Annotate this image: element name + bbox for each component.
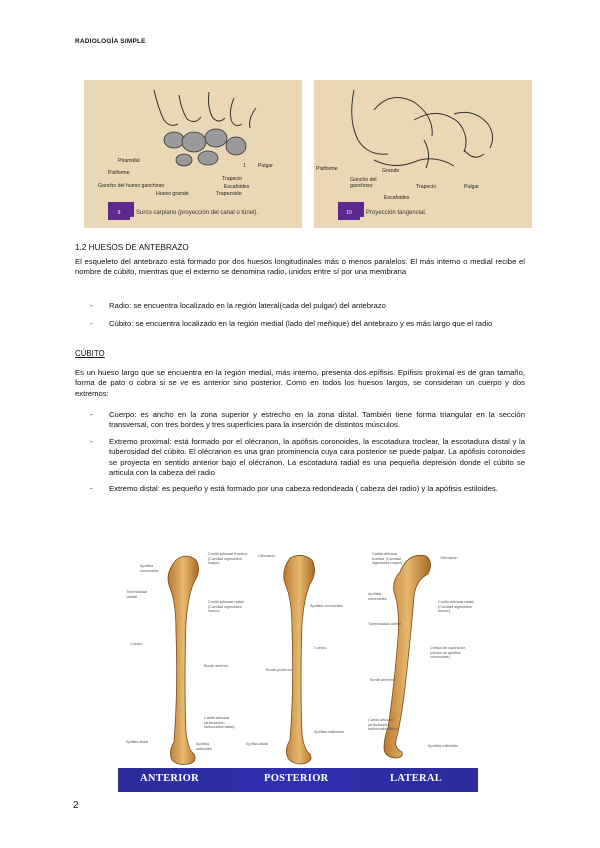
ant-label-radial: Carilla articular radial (Cavidad sigmoidea menor): [208, 600, 244, 614]
post-label-cuerpo: Cuerpo: [314, 646, 327, 650]
list-item: - Cúbito: se encuentra localizado en la región medial (lado del meñique) del antebrazo y es más largo que el radio: [90, 319, 493, 329]
section-title: 1.2 HUESOS DE ANTEBRAZO: [75, 243, 189, 252]
label-pisiforme-2: Pisiforme: [316, 166, 338, 172]
label-1: 1: [243, 163, 246, 169]
label-pulgar-2: Pulgar: [464, 184, 479, 190]
fig2-caption-text: Proyección tangencial.: [366, 210, 427, 216]
post-label-coronoides: Apófisis coronoides: [310, 604, 343, 608]
ant-label-epifisis: Epífisis distal: [126, 740, 149, 744]
view-posterior: POSTERIOR: [264, 773, 329, 784]
list-item-text: Cúbito: se encuentra localizado en la región medial (lado del meñique) del antebrazo y es más largo que el radio: [109, 319, 493, 329]
fig1-caption: [108, 206, 258, 220]
view-anterior: ANTERIOR: [140, 773, 199, 784]
label-grande: Grande: [382, 168, 400, 174]
lat-label-coronoides: Apófisis coronoides: [368, 592, 387, 601]
label-hueso-grande: Hueso grande: [156, 191, 189, 197]
ulna-anterior: [168, 556, 199, 765]
label-escafoides-2: Escafoides: [384, 195, 410, 201]
label-pulgar: Pulgar: [258, 163, 273, 169]
tangential-figure: [314, 80, 532, 228]
label-gancho-ganchoso: Gancho del ganchoso: [350, 177, 377, 189]
fig2-caption-number: 10: [338, 206, 360, 220]
label-trapecio: Trapecio: [222, 176, 242, 182]
lat-label-troclear: Carilla articular troclear (Cavidad sigmoidea mayor): [372, 552, 403, 566]
cubito-paragraph: Es un hueso largo que se encuentra en la región medial, más interno, presenta dos epífisis. Epífisis proximal es de gran tamaño, forma de pato o cobra si se ve es anterior sino posterior. Como en todos los huesos largos, se consideran un cuerpo y dos extremos:: [75, 368, 525, 398]
lat-label-cresta: Cresta del supinador (cresta de apófisis coronoides): [430, 646, 466, 660]
label-escafoides: Escafoides: [224, 184, 250, 190]
running-header: RADIOLOGÍA SIMPLE: [75, 38, 146, 45]
bones-list: [75, 301, 525, 334]
list-item: - Cuerpo: es ancho en la zona superior y estrecho en la zona distal. También tiene forma triangular en la sección transversal, con tres bordes y tres superficies para la inserción de distintos músculos.: [90, 410, 525, 430]
parts-list: [75, 410, 525, 499]
cubito-title: CÚBITO: [75, 349, 105, 358]
ant-label-tuberosidad: Tuberosidad cubital: [126, 590, 147, 599]
label-trapecio-2: Trapecio: [416, 184, 436, 190]
ulna-views-figure: [118, 546, 478, 792]
ant-label-borde-anterior: Borde anterior: [204, 664, 229, 668]
label-trapezoide: Trapezoide: [216, 191, 242, 197]
list-item: - Extremo distal: es pequeño y está formado por una cabeza redondeada ( cabeza del radio) y la apófisis estiloides.: [90, 484, 498, 494]
lat-label-tuberosidad: Tuberosidad cubital: [368, 622, 401, 626]
list-item: - Extremo proximal: está formado por el olécranon, la apófisis coronoides, la escotadura troclear, la escotadura distal y la tuberosidad del cúbito. El olécranon es una gran prominencia cuya cara posterior se puede palpar. La apófisis coronoides se proyecta en sentido anterior bajo el olécranon. La escotadura radial es una pequeña depresión donde el cúbito se articula con la cabeza del radio: [90, 436, 525, 478]
ant-label-cuerpo: Cuerpo: [130, 642, 143, 646]
views-bar: [118, 768, 478, 792]
fig1-caption-text: Surco carpiano (proyección del canal o túnel).: [136, 210, 259, 216]
lat-label-borde-anterior: Borde anterior: [370, 678, 395, 682]
view-lateral: LATERAL: [390, 773, 443, 784]
post-label-estiloides: Apófisis estiloides: [314, 730, 345, 734]
ulna-posterior: [284, 555, 315, 764]
list-item-text: Extremo proximal: está formado por el olécranon, la apófisis coronoides, la escotadura troclear, la escotadura distal y la tuberosidad del cúbito. El olécranon es una gran prominencia cuya cara posterior se puede palpar. La apófisis coronoides se proyecta en sentido anterior bajo el olécranon. La escotadura radial es una pequeña depresión donde el cúbito se articula con la cabeza del radio: [109, 436, 525, 478]
carpal-tunnel-figure: [84, 80, 302, 228]
ant-label-radiocubital: Carilla articular (articulación radiocubital distal): [204, 716, 235, 730]
page-number: 2: [73, 800, 79, 811]
fig2-caption: [338, 206, 426, 220]
list-item-text: Extremo distal: es pequeño y está formado por una cabeza redondeada ( cabeza del radio) y la apófisis estiloides.: [109, 484, 498, 494]
ant-label-estiloides: Apófisis estiloides: [196, 742, 212, 751]
label-piramidal: Piramidal: [118, 158, 140, 164]
lat-label-estiloides: Apófisis estiloides: [428, 744, 459, 748]
intro-paragraph: El esqueleto del antebrazo está formado por dos huesos longitudinales más o menos paralelos. El más interno o medial recibe el nombre de cúbito, mientras que el externo se denomina radio, unidos entre sí por una membrana: [75, 257, 525, 277]
label-pisiforme: Pisiforme: [108, 170, 130, 176]
ant-label-troclear: Carilla articular troclear (Cavidad sigmoidea mayor): [208, 552, 248, 566]
ulna-drawings: [118, 546, 478, 768]
ant-label-coronoides: Apófisis coronoides: [140, 564, 159, 573]
list-item: - Radio: se encuentra localizado en la región lateral(cada del pulgar) del antebrazo: [90, 301, 386, 310]
label-gancho: Gancho del hueso ganchoso: [98, 183, 165, 189]
lat-label-radiocubital: Carilla articular (articulación radiocubital distal): [368, 718, 399, 732]
lat-label-radial: Carilla articular radial (Cavidad sigmoidea menor): [438, 600, 474, 614]
post-label-epifisis: Epífisis distal: [246, 742, 269, 746]
lat-label-olecranon: Olécranon: [440, 556, 458, 560]
list-item-text: Radio: se encuentra localizado en la región lateral(cada del pulgar) del antebrazo: [109, 301, 386, 310]
post-label-olecranon: Olécranon: [258, 554, 276, 558]
post-label-borde-posterior: Borde posterior: [266, 668, 292, 672]
fig1-caption-number: 9: [108, 206, 130, 220]
list-item-text: Cuerpo: es ancho en la zona superior y estrecho en la zona distal. También tiene forma triangular en la sección transversal, con tres bordes y tres superficies para la inserción de distintos músculos.: [109, 410, 525, 430]
